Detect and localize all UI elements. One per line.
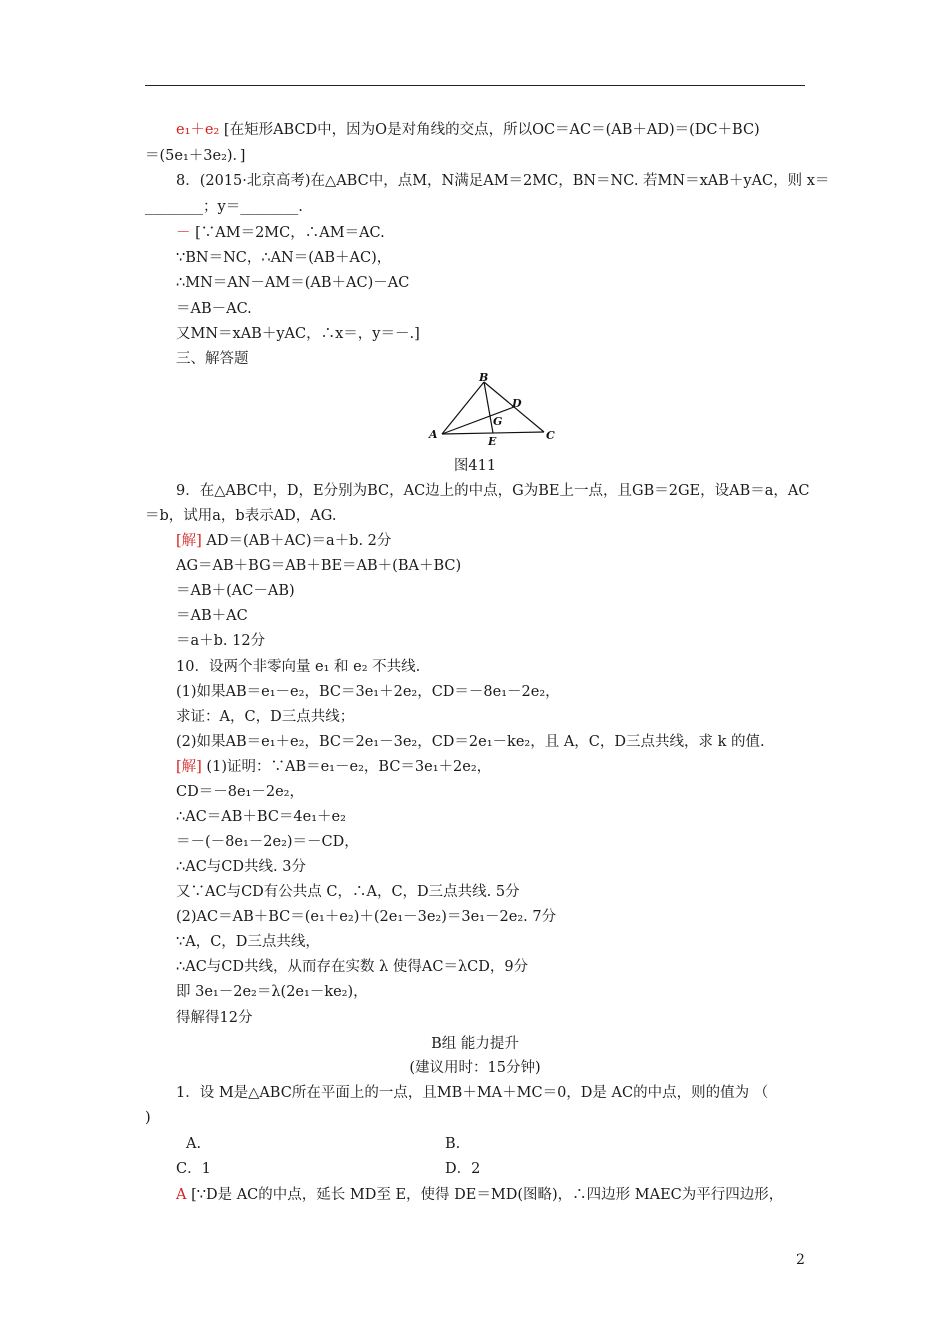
solution-label: [解]	[176, 533, 202, 549]
question-8: 8．(2015·北京高考)在△ABC中，点M，N满足AM＝2MC，BN＝NC. 若MN＝xAB＋yAC，则 x＝	[176, 173, 830, 189]
text-line: CD＝－8e₁－2e₂，	[176, 784, 304, 800]
text-line: ＝AB－AC.	[176, 301, 252, 317]
label-e: E	[488, 435, 497, 448]
text-line: (2)AC＝AB＋BC＝(e₁＋e₂)＋(2e₁－3e₂)＝3e₁－2e₂. 7分	[176, 909, 557, 925]
question-10: 10．设两个非零向量 e₁ 和 e₂ 不共线.	[176, 659, 421, 675]
text-line: 又∵AC与CD有公共点 C，∴A，C，D三点共线. 5分	[176, 884, 520, 900]
suggested-time: (建议用时：15分钟)	[409, 1060, 541, 1076]
text-line: 即 3e₁－2e₂＝λ(2e₁－ke₂)，	[176, 984, 368, 1000]
text-line: (1)如果AB＝e₁－e₂，BC＝3e₁＋2e₂，CD＝－8e₁－2e₂，	[176, 684, 560, 700]
text-line: ＝(5e₁＋3e₂)．]	[145, 148, 246, 164]
figure-caption: 图411	[453, 458, 497, 474]
label-a: A	[429, 428, 438, 441]
text-line: AG＝AB＋BG＝AB＋BE＝AB＋(BA＋BC)	[176, 558, 462, 574]
section-heading: 三、解答题	[176, 351, 249, 367]
question-9: 9．在△ABC中，D，E分别为BC，AC边上的中点，G为BE上一点，且GB＝2GE，设AB＝a，AC	[176, 483, 810, 499]
text-line: ＝－(－8e₁－2e₂)＝－CD，	[176, 834, 359, 850]
option-d: D．2	[445, 1161, 481, 1177]
section-b-heading: B组 能力提升	[431, 1036, 519, 1052]
answer-line-7: e₁＋e₂ [在矩形ABCD中，因为O是对角线的交点，所以OC＝AC＝(AB＋AD)＝(DC＋BC)	[176, 122, 760, 138]
answer-label: e₁＋e₂	[176, 122, 220, 138]
header-rule	[145, 85, 805, 86]
text-line: ________；y＝________.	[145, 199, 303, 215]
triangle-figure	[426, 372, 562, 448]
answer-label: A	[176, 1187, 187, 1203]
page-number: 2	[796, 1252, 805, 1268]
text-line: ∴AC＝AB＋BC＝4e₁＋e₂	[176, 809, 346, 825]
text-line: ∴MN＝AN－AM＝(AB＋AC)－AC	[176, 275, 410, 291]
text-line: ∴AC与CD共线，从而存在实数 λ 使得AC＝λCD，9分	[176, 959, 529, 975]
text-line: ＝a＋b. 12分	[176, 633, 266, 649]
solution-line: [解] (1)证明：∵AB＝e₁－e₂，BC＝3e₁＋2e₂，	[176, 759, 492, 775]
solution-label: [解]	[176, 759, 202, 775]
text-line: (2)如果AB＝e₁＋e₂，BC＝2e₁－3e₂，CD＝2e₁－ke₂，且 A，C，D三点共线，求 k 的值.	[176, 734, 765, 750]
text-line: 得解得12分	[176, 1010, 253, 1026]
question-b1: 1．设 M是△ABC所在平面上的一点，且MB＋MA＋MC＝0，D是 AC的中点，则的值为 （	[176, 1085, 769, 1101]
label-d: D	[512, 397, 522, 410]
text-line: ＝b，试用a，b表示AD，AG.	[145, 508, 337, 524]
answer-line-b1: A [∵D是 AC的中点，延长 MD至 E，使得 DE＝MD(图略)，∴四边形 MAEC为平行四边形，	[176, 1187, 784, 1203]
text-line: ＝AB＋AC	[176, 608, 248, 624]
option-c: C．1	[176, 1161, 211, 1177]
answer-line-8: － [∵AM＝2MC，∴AM＝AC.	[176, 225, 385, 241]
option-a: A.	[186, 1136, 202, 1152]
text-line: ∵BN＝NC，∴AN＝(AB＋AC)，	[176, 250, 392, 266]
text-line: ＝AB＋(AC－AB)	[176, 583, 295, 599]
answer-label: －	[176, 225, 191, 241]
text-line: ∴AC与CD共线. 3分	[176, 859, 306, 875]
label-c: C	[546, 429, 555, 442]
label-g: G	[493, 415, 503, 428]
solution-line: [解] AD＝(AB＋AC)＝a＋b. 2分	[176, 533, 392, 549]
text-line: ∵A，C，D三点共线，	[176, 934, 320, 950]
label-b: B	[479, 372, 489, 384]
option-b: B.	[445, 1136, 461, 1152]
text-line: )	[145, 1110, 151, 1126]
text-line: 求证：A，C，D三点共线；	[176, 709, 355, 725]
text-line: 又MN＝xAB＋yAC，∴x＝，y＝－.]	[176, 326, 420, 342]
